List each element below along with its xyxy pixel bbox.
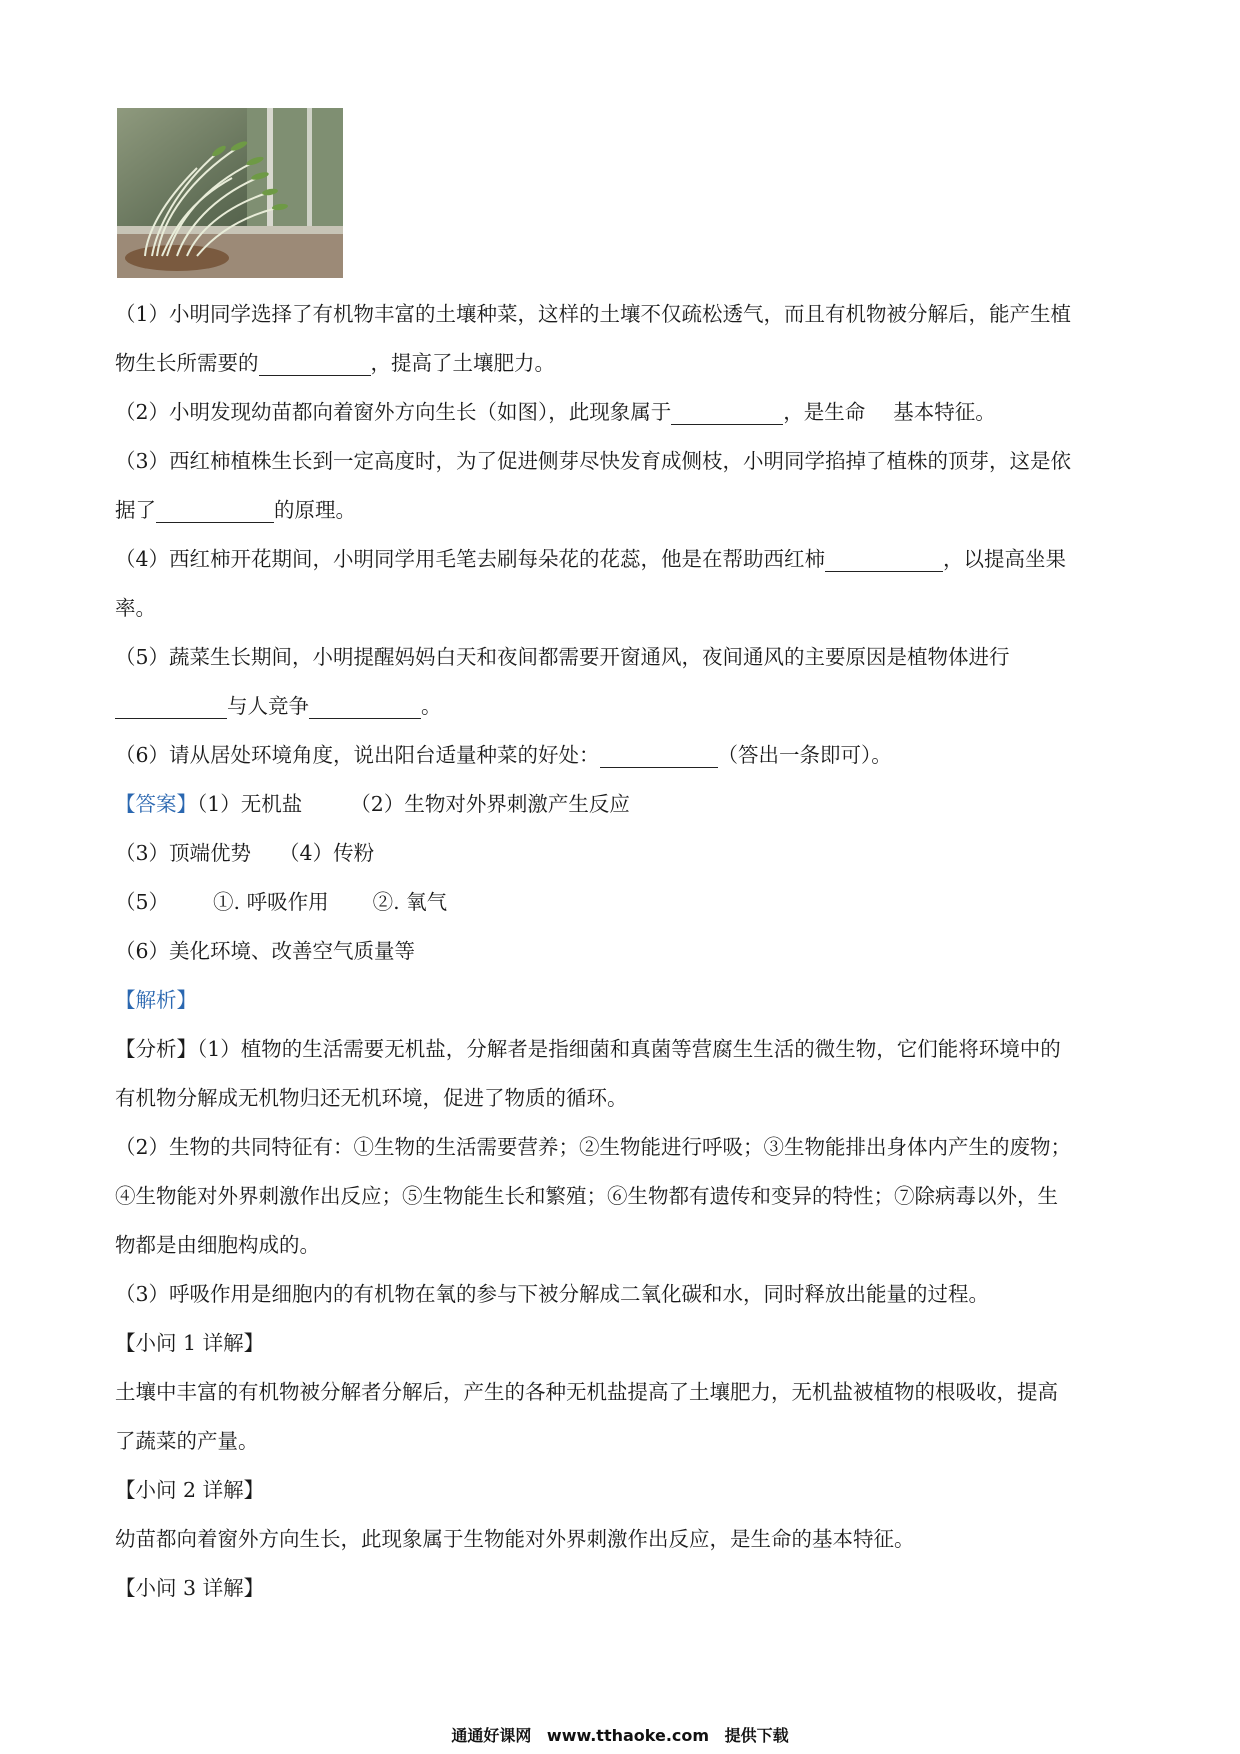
q4-line-2: 率。	[115, 596, 156, 620]
footer-action: 提供下载	[724, 1726, 789, 1745]
answer-blank[interactable]	[600, 743, 718, 768]
q1-line-2: 物生长所需要的 ，提高了土壤肥力。	[115, 351, 555, 375]
footer-site-name: 通通好课网	[451, 1726, 532, 1745]
answer-blank[interactable]	[115, 694, 227, 719]
answer-blank[interactable]	[259, 351, 371, 376]
analysis-p1-line-2: 有机物分解成无机物归还无机环境，促进了物质的循环。	[115, 1086, 628, 1110]
analysis-p3-line: （3）呼吸作用是细胞内的有机物在氧的参与下被分解成二氧化碳和水，同时释放出能量的过程。	[115, 1282, 990, 1306]
answer-line-2: （3）顶端优势 （4）传粉	[115, 841, 375, 865]
page-footer	[0, 1723, 1240, 1746]
sub-question-1-line-2: 了蔬菜的产量。	[115, 1429, 259, 1453]
footer-url[interactable]: www.tthaoke.com	[546, 1726, 710, 1745]
q3-line-2: 据了 的原理。	[115, 498, 356, 522]
q1-line-1: （1）小明同学选择了有机物丰富的土壤种菜，这样的土壤不仅疏松透气，而且有机物被分解后，能产生植	[115, 302, 1072, 326]
answer-blank[interactable]	[309, 694, 421, 719]
analysis-p2-line-1: （2）生物的共同特征有：①生物的生活需要营养；②生物能进行呼吸；③生物能排出身体内产生的废物；	[115, 1135, 1072, 1159]
q2-line: （2）小明发现幼苗都向着窗外方向生长（如图），此现象属于 ，是生命 基本特征。	[115, 400, 996, 424]
answer-blank[interactable]	[671, 400, 783, 425]
sub-question-2-title: 【小问 2 详解】	[115, 1478, 265, 1502]
sub-question-2-line-1: 幼苗都向着窗外方向生长，此现象属于生物能对外界刺激作出反应，是生命的基本特征。	[115, 1527, 915, 1551]
answer-line-3: （5） ①. 呼吸作用 ②. 氧气	[115, 890, 448, 914]
q5-line-1: （5）蔬菜生长期间，小明提醒妈妈白天和夜间都需要开窗通风，夜间通风的主要原因是植物体进行	[115, 645, 1010, 669]
analysis-p1-line-1: 【分析】（1）植物的生活需要无机盐，分解者是指细菌和真菌等营腐生生活的微生物，它们能将环境中的	[115, 1037, 1061, 1061]
sub-question-3-title: 【小问 3 详解】	[115, 1576, 265, 1600]
answer-blank[interactable]	[825, 547, 943, 572]
analysis-p2-line-2: ④生物能对外界刺激作出反应；⑤生物能生长和繁殖；⑥生物都有遗传和变异的特性；⑦除病毒以外，生	[115, 1184, 1058, 1208]
analysis-p2-line-3: 物都是由细胞构成的。	[115, 1233, 320, 1257]
seedling-photo	[117, 108, 343, 278]
sub-question-1-title: 【小问 1 详解】	[115, 1331, 265, 1355]
answer-blank[interactable]	[156, 498, 274, 523]
analysis-tag: 【解析】	[115, 988, 197, 1012]
q6-line: （6）请从居处环境角度，说出阳台适量种菜的好处： （答出一条即可）。	[115, 743, 892, 767]
q3-line-1: （3）西红柿植株生长到一定高度时，为了促进侧芽尽快发育成侧枝，小明同学掐掉了植株的顶芽，这是依	[115, 449, 1072, 473]
question-content	[115, 290, 1135, 1613]
q5-line-2: 与人竞争 。	[115, 682, 1135, 731]
answer-tag: 【答案】	[115, 792, 197, 816]
q4-line-1: （4）西红柿开花期间，小明同学用毛笔去刷每朵花的花蕊，他是在帮助西红柿 ，以提高坐果	[115, 547, 1067, 571]
answer-line-4: （6）美化环境、改善空气质量等	[115, 939, 416, 963]
answer-line-1: 【答案】（1）无机盐 （2）生物对外界刺激产生反应	[115, 792, 630, 816]
sub-question-1-line-1: 土壤中丰富的有机物被分解者分解后，产生的各种无机盐提高了土壤肥力，无机盐被植物的根吸收，提高	[115, 1380, 1058, 1404]
